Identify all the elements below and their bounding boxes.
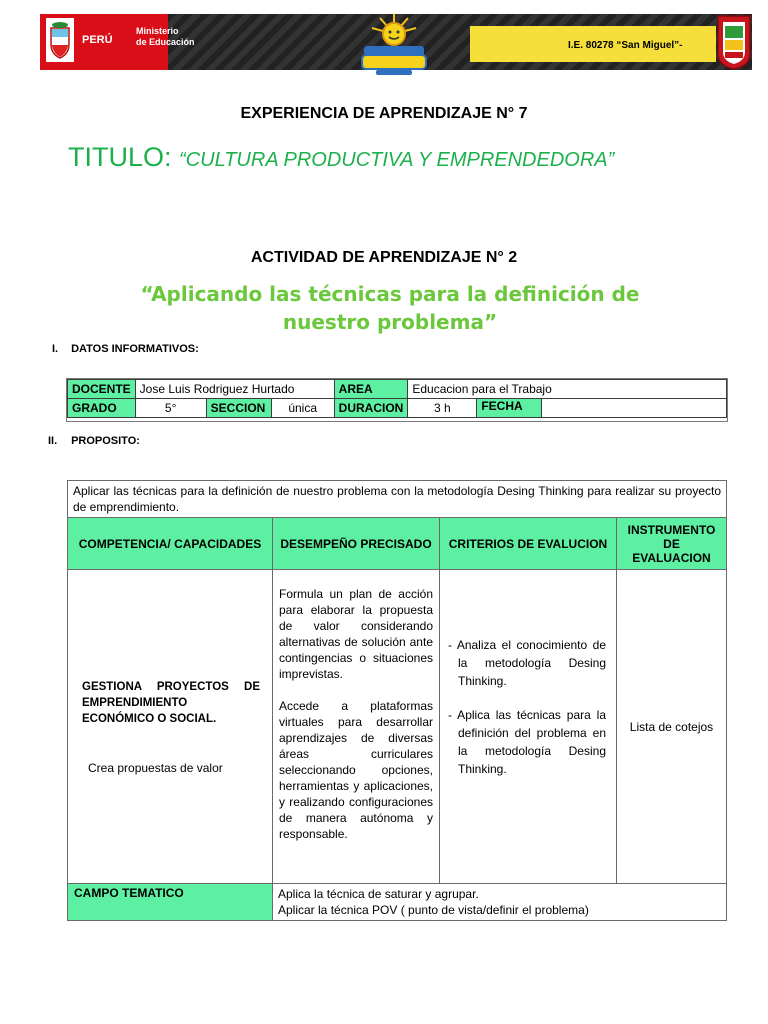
titulo-value: “CULTURA PRODUCTIVA Y EMPRENDEDORA” (179, 149, 615, 171)
table-row (68, 884, 727, 921)
section-number: I. (52, 343, 59, 355)
section-proposito-heading (48, 435, 140, 447)
area-value: Educacion para el Trabajo (408, 380, 727, 399)
desempeno-cell (273, 570, 440, 884)
header-instrumento: INSTRUMENTO DE EVALUACION (617, 518, 727, 570)
fecha-label: FECHA (477, 399, 542, 417)
header-banner (40, 14, 752, 74)
criterios-cell (440, 570, 617, 884)
section-number: II. (48, 435, 58, 447)
grado-value: 5° (135, 399, 206, 418)
section-title: PROPOSITO: (71, 435, 140, 447)
header-criterios: CRITERIOS DE EVALUCION (440, 518, 617, 570)
capacidad-text: Crea propuestas de valor (88, 760, 223, 775)
fecha-cell (477, 399, 727, 418)
proposito-intro: Aplicar las técnicas para la definición de nuestro problema con la metodología Desing Thinking para realizar su proyecto de emprendimiento. (68, 481, 727, 518)
table-row (68, 380, 727, 399)
actividad-title: ACTIVIDAD DE APRENDIZAJE N° 2 (250, 249, 518, 266)
ministry-line-2: de Educación (136, 37, 195, 47)
header-competencia: COMPETENCIA/ CAPACIDADES (68, 518, 273, 570)
duracion-value: 3 h (408, 399, 477, 418)
campo-line-2: Aplicar la técnica POV ( punto de vista/definir el problema) (278, 903, 589, 917)
ministry-label (136, 26, 195, 48)
proposito-table (67, 480, 727, 921)
instrumento-value: Lista de cotejos (617, 570, 727, 884)
table-row (68, 481, 727, 518)
seccion-value: única (271, 399, 334, 418)
titulo-label: TITULO: (68, 142, 172, 172)
campo-line-1: Aplica la técnica de saturar y agrupar. (278, 887, 479, 901)
school-crest-icon (716, 14, 752, 70)
peru-shield-icon (46, 18, 74, 62)
competencia-cell (68, 570, 273, 884)
table-header-row (68, 518, 727, 570)
criterio-text-2: - Aplica las técnicas para la definición del problema en la metodología Desing Thinking. (448, 708, 606, 776)
desempeno-text-1: Formula un plan de acción para elaborar la propuesta de valor considerando alternativas de solución ante contingencias o situaciones imprevistas. (279, 587, 433, 681)
criterio-text-1: - Analiza el conocimiento de la metodología Desing Thinking. (448, 638, 606, 688)
docente-label: DOCENTE (68, 380, 136, 399)
area-label: AREA (334, 380, 408, 399)
school-name: I.E. 80278 “San Miguel”- (568, 40, 683, 51)
duracion-label: DURACION (334, 399, 408, 418)
table-row (68, 570, 727, 884)
experiencia-title: EXPERIENCIA DE APRENDIZAJE N° 7 (240, 105, 528, 122)
desempeno-text-2: Accede a plataformas virtuales para desarrollar aprendizajes de diversas áreas curriculares seleccionando opciones, herramientas y aplicaciones, y realizando configuraciones de manera autónoma y responsable. (279, 699, 433, 841)
ministry-line-1: Ministerio (136, 26, 179, 36)
docente-value: Jose Luis Rodriguez Hurtado (135, 380, 334, 399)
campo-tematico-cell (273, 884, 727, 921)
table-row (68, 399, 727, 418)
jornada-escolar-completa-logo-icon (358, 12, 430, 78)
actividad-subtitle: “Aplicando las técnicas para la definición de nuestro problema” (140, 282, 640, 334)
section-datos-heading (52, 343, 199, 355)
datos-informativos-table (67, 379, 727, 418)
grado-label: GRADO (68, 399, 136, 418)
section-title: DATOS INFORMATIVOS: (71, 343, 199, 355)
campo-tematico-label: CAMPO TEMATICO (68, 884, 273, 921)
header-desempeno: DESEMPEÑO PRECISADO (273, 518, 440, 570)
country-label: PERÚ (82, 34, 113, 46)
seccion-label: SECCION (206, 399, 271, 418)
competencia-title: GESTIONA PROYECTOS DE EMPRENDIMIENTO ECONÓMICO O SOCIAL. (82, 680, 260, 725)
titulo-line (68, 142, 614, 173)
